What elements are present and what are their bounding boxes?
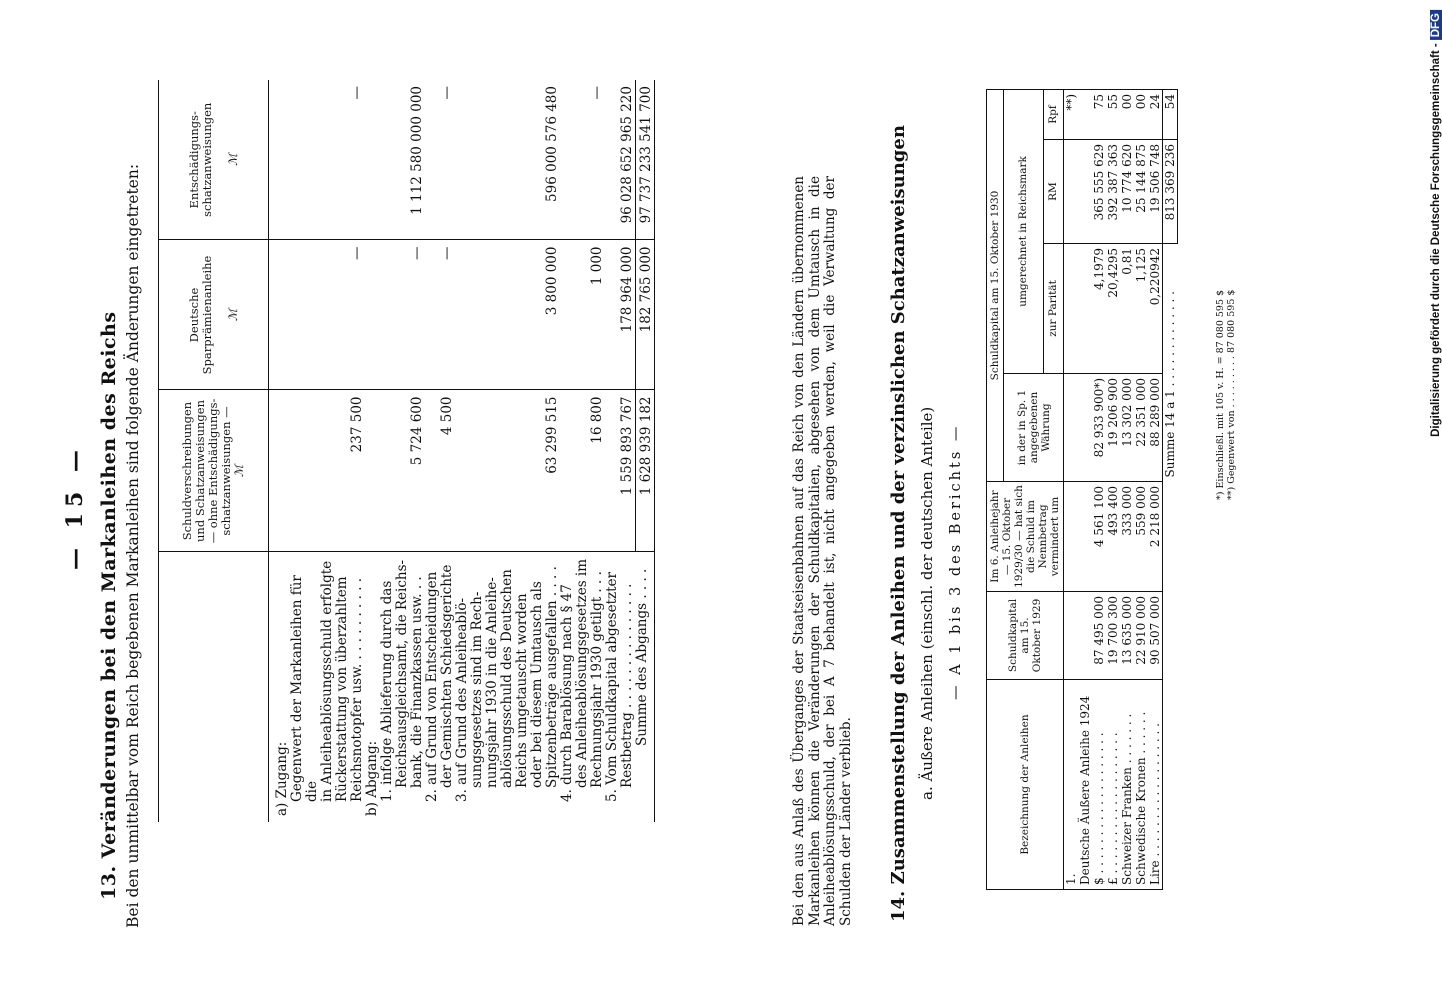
table-row [365,80,425,822]
cell-value: 493 400 [1106,482,1120,592]
cell-value [1064,592,1079,680]
cell-value: 24 [1148,89,1163,139]
cell-value [1064,140,1079,244]
cell-value: 3 800 000 [455,240,560,390]
table-row [1092,89,1106,889]
markanleihen-table [158,80,655,822]
cell-value: 22 351 000 [1134,374,1148,482]
cell-value: 2 218 000 [1148,482,1163,592]
header-col2: Deutsche Sparprämienanleihe ℳ [159,240,269,390]
cell-value: — [269,240,366,390]
table-row [560,80,605,822]
cell-value: 5 724 600 [365,390,425,552]
cell-value: 1 559 893 767 [605,390,635,552]
footnotes [1215,290,1237,500]
dfg-credit [1418,0,1442,437]
cell-value: 25 144 875 [1134,140,1148,244]
cell-value [1078,244,1092,374]
row-label: Lire . . . . . . . . . . . . . . . . . . [1148,680,1163,890]
sum-row [1163,89,1178,889]
sum-rm: 813 369 236 [1163,140,1178,244]
cell-value [1064,244,1079,374]
cell-value: 19 206 900 [1106,374,1120,482]
cell-value: 55 [1106,89,1120,139]
header-rpf: Rpf [1043,89,1064,139]
cell-value: 82 933 900*) [1092,374,1106,482]
cell-value: 88 289 000 [1148,374,1163,482]
header-col1: Schuldverschreibungen und Schatzanweisungen — ohne Entschädigungs- schatzanweisungen — ℳ [159,390,269,552]
sum-label: Summe 14 a 1 . . . . . . . . . . . . . [1163,291,1178,478]
table-row [1148,89,1163,889]
cell-value: — [365,240,425,390]
table-row [455,80,560,822]
table-row [1120,89,1134,889]
cell-value: 559 000 [1134,482,1148,592]
cell-value: 1 000 [560,240,605,390]
cell-value: 00 [1120,89,1134,139]
row-label: $ . . . . . . . . . . . . . . . . . . . [1092,680,1106,890]
cell-value: — [425,240,455,390]
cell-value: 1,125 [1134,244,1148,374]
cell-value: 4 561 100 [1092,482,1106,592]
header-blank [159,552,269,822]
cell-value: 0,220942 [1148,244,1163,374]
table-row [269,80,366,822]
table-row [1134,89,1148,889]
table-row [425,80,455,822]
cell-value: 392 387 363 [1106,140,1120,244]
footnote: *) Einschließl. mit 105 v. H. = 87 080 595 $ [1215,289,1226,500]
page-number: — 15 — [62,444,88,570]
cell-value: 22 910 000 [1134,592,1148,680]
row-label: Deutsche Äußere Anleihe 1924 [1078,680,1092,890]
cell-value: 237 500 [269,390,366,552]
cell-value: 00 [1134,89,1148,139]
section14-subheading: a. Äußere Anleihen (einschl. der deutschen Anteile) [918,406,936,800]
cell-value: 19 700 300 [1106,592,1120,680]
dfg-credit-text: Digitalisierung gefördert durch die Deutsche Forschungsgemeinschaft - [1430,43,1442,437]
row-label: Schweizer Franken . . . . . . . [1120,680,1134,890]
row-label: 5. Vom Schuldkapital abgesetzter Restbetrag . . . . . . . . . . . . . . . [604,572,635,802]
cell-value: 178 964 000 [605,240,635,390]
row-label: £ . . . . . . . . . . . . . . . . . . . [1106,680,1120,890]
cell-value: 96 028 652 965 220 [605,80,635,240]
section13-heading: 13. Veränderungen bei den Markanleihen des Reichs [98,311,120,900]
header-parity: zur Parität [1043,244,1064,374]
table-row [1106,89,1120,889]
section14-reference: — A 1 bis 3 des Berichts — [948,423,964,700]
cell-value: **) [1064,89,1079,139]
cell-value: 87 495 000 [1092,592,1106,680]
row-label: 2. auf Grund von Entscheidungen der Gemischten Schiedsgerichte [424,564,455,802]
cell-value: 13 302 000 [1120,374,1134,482]
cell-value: — [425,80,455,240]
row-label: 4. durch Barablösung nach § 47 des Anleiheablösungsgesetzes im Rechnungsjahr 1930 getilgt . . . [559,558,605,802]
cell-value [1078,592,1092,680]
cell-value: 97 737 233 541 700 [635,80,655,240]
header-capital-1929: Schuldkapital am 15. Oktober 1929 [987,592,1064,680]
cell-value: 20,4295 [1106,244,1120,374]
cell-value: 4 500 [425,390,455,552]
cell-value: 90 507 000 [1148,592,1163,680]
cell-value [1064,482,1079,592]
section14-heading: 14. Zusammenstellung der Anleihen und der verzinslichen Schatzanweisungen [888,125,909,922]
cell-value: 19 506 748 [1148,140,1163,244]
header-capital-1930: Schuldkapital am 15. Oktober 1930 [987,89,1004,481]
table-row [1064,89,1079,889]
row-label: Summe des Abgangs . . . . [635,552,655,822]
row-label: b) Abgang: 1. infolge Ablieferung durch das Reichsausgleichsamt, die Reichs- bank, die Finanzkassen usw. . . [364,559,425,816]
cell-value [1078,374,1092,482]
section13-note: Bei den aus Anlaß des Überganges der Staatseisenbahnen auf das Reich von den Ländern übernommenen Markanleihen können die Veränderungen der Schuldkapitalien, abgesehen von dem Umtausch in die Anleiheablösungsschuld, der bei A 7 behandelt ist, nicht angegeben werden, weil die Verwaltung der Schulden der Länder verblieb. [791,176,854,926]
cell-value: 4,1979 [1092,244,1106,374]
header-col3: Entschädigungs- schatzanweisungen ℳ [159,80,269,240]
header-currency: in der in Sp. 1 angegebenen Währung [1004,374,1064,482]
dfg-logo: DFG [1430,10,1442,40]
row-label: 3. auf Grund des Anleiheablö- sungsgesetzes sind im Rech- nungsjahr 1930 in die Anleihe- ablösungsschuld des Deutschen Reichs umgetauscht worden oder bei diesem Umtausch als Spitzenbeträge ausgefallen . . . . [454,566,560,802]
footnote: **) Gegenwert von . . . . . . . . . 87 080 595 $ [1226,289,1237,500]
cell-value: 63 299 515 [455,390,560,552]
header-rm: RM [1043,140,1064,244]
header-reduced: Im 6. Anleihejahr — 15. Oktober 1929/30 — hat sich die Schuld im Nennbetrag vermindert um [987,482,1064,592]
header-converted: umgerechnet in Reichsmark [1004,89,1044,373]
cell-value: 0,81 [1120,244,1134,374]
cell-value: 1 628 939 182 [635,390,655,552]
cell-value: 75 [1092,89,1106,139]
cell-value: 365 555 629 [1092,140,1106,244]
cell-value: 333 000 [1120,482,1134,592]
header-name: Bezeichnung der Anleihen [987,680,1064,890]
sum-row [635,80,655,822]
cell-value [1078,140,1092,244]
table-row [605,80,635,822]
cell-value [1078,482,1092,592]
cell-value: — [269,80,366,240]
cell-value [1078,89,1092,139]
cell-value: 13 635 000 [1120,592,1134,680]
cell-value: 16 800 [560,390,605,552]
row-label: a) Zugang: Gegenwert der Markanleihen für die in Anleiheablösungsschuld erfolgte Rückerstattung von überzahltem Reichsnotopfer usw. . . . . . . . . . . [274,560,365,816]
table-row [1078,89,1092,889]
cell-value [1064,374,1079,482]
section13-intro: Bei den unmittelbar vom Reich begebenen Markanleihen sind folgende Änderungen eingetreten: [124,163,142,928]
row-label: Schwedische Kronen . . . . . . [1134,680,1148,890]
cell-value: — [560,80,605,240]
sum-rpf: 54 [1163,89,1178,139]
cell-value: 10 774 620 [1120,140,1134,244]
cell-value: 1 112 580 000 000 [365,80,425,240]
cell-value: 182 765 000 [635,240,655,390]
anleihen-table [986,89,1178,890]
cell-value: 596 000 576 480 [455,80,560,240]
row-label: 1. [1064,680,1079,890]
